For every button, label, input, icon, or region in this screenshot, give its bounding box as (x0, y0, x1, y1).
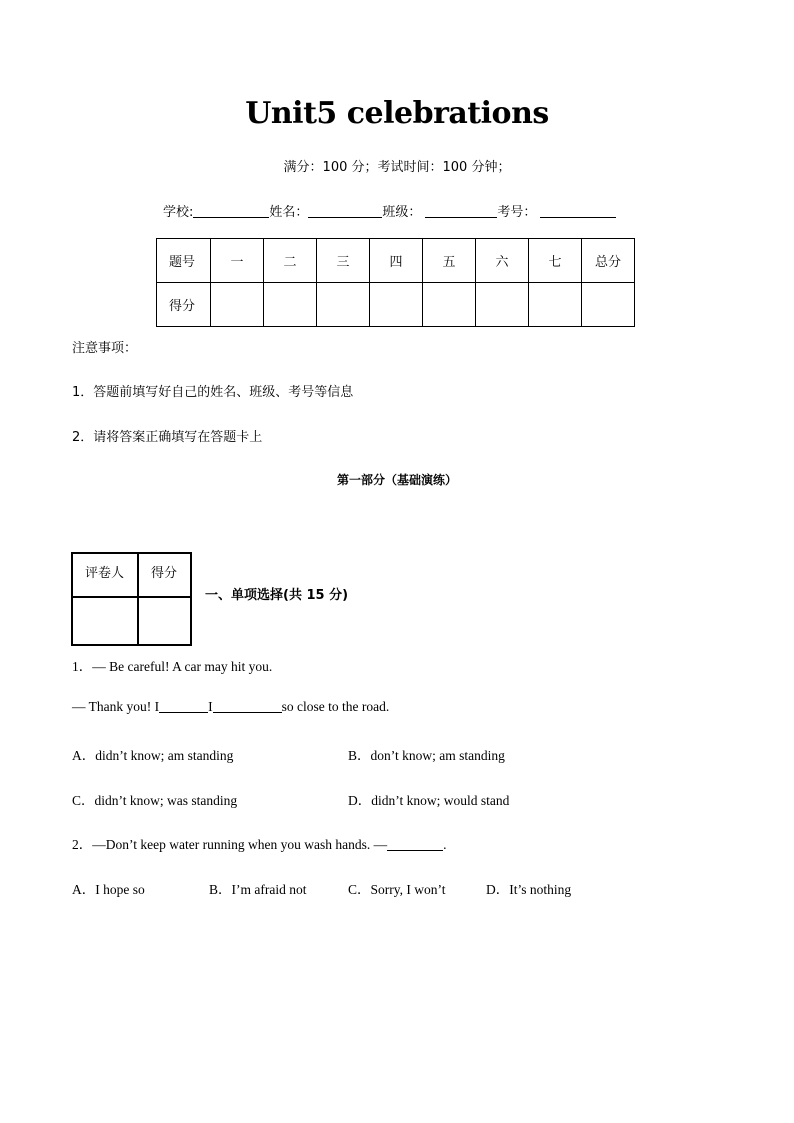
option-c[interactable]: C．didn’t know; was standing (72, 793, 238, 808)
option-c[interactable]: C．Sorry, I won’t (348, 882, 446, 897)
question-2-stem (72, 833, 446, 853)
answer-blank[interactable] (387, 837, 443, 851)
option-a[interactable]: A．didn’t know; am standing (72, 748, 234, 763)
score-table-score-row (157, 283, 635, 327)
school-blank[interactable] (193, 203, 269, 218)
score-cell[interactable] (211, 283, 264, 327)
score-header-cell: 总分 (582, 239, 635, 283)
school-label: 学校: (163, 205, 194, 220)
score-header-cell: 四 (370, 239, 423, 283)
score-cell[interactable] (370, 283, 423, 327)
score-cell[interactable] (476, 283, 529, 327)
part-title: 第一部分（基础演练） (336, 473, 457, 487)
score-header-cell: 五 (423, 239, 476, 283)
option-b[interactable]: B．don’t know; am standing (348, 748, 505, 763)
question-text: 2．—Don’t keep water running when you wash hands. — (72, 837, 388, 852)
exam-info: 满分：100 分；考试时间：100 分钟； (283, 160, 511, 175)
question-1-dialogue (72, 699, 389, 715)
question-1-stem: 1．— Be careful! A car may hit you. (72, 659, 273, 674)
grader-name-cell[interactable] (72, 597, 138, 645)
option-a[interactable]: A．I hope so (72, 882, 145, 897)
score-cell[interactable] (264, 283, 317, 327)
dialogue-text: so close to the road. (281, 699, 390, 714)
score-header-cell: 三 (317, 239, 370, 283)
grader-label: 评卷人 (72, 553, 138, 597)
score-header-cell: 一 (211, 239, 264, 283)
option-b[interactable]: B．I’m afraid not (209, 882, 307, 897)
number-blank[interactable] (540, 203, 616, 218)
name-label: 姓名： (269, 205, 309, 220)
class-label: 班级： (382, 205, 422, 220)
score-header-cell: 七 (529, 239, 582, 283)
score-header-cell: 六 (476, 239, 529, 283)
answer-blank[interactable] (213, 699, 282, 713)
question-text: . (443, 837, 447, 852)
class-blank[interactable] (425, 203, 497, 218)
notes-heading: 注意事项： (72, 341, 138, 356)
dialogue-text: I (208, 699, 213, 714)
option-d[interactable]: D．didn’t know; would stand (348, 793, 510, 808)
number-label: 考号： (497, 205, 537, 220)
question-2-options (72, 878, 722, 898)
score-cell[interactable] (317, 283, 370, 327)
grader-score-label: 得分 (138, 553, 191, 597)
score-cell[interactable] (582, 283, 635, 327)
dialogue-text: — Thank you! I (72, 699, 160, 714)
grader-score-cell[interactable] (138, 597, 191, 645)
score-header-cell: 题号 (157, 239, 211, 283)
note-item: 1．答题前填写好自己的姓名、班级、考号等信息 (72, 385, 354, 400)
score-row-label: 得分 (157, 283, 211, 327)
page-title: Unit5 celebrations (245, 96, 549, 131)
score-table-header-row (157, 239, 635, 283)
name-blank[interactable] (308, 203, 382, 218)
score-cell[interactable] (529, 283, 582, 327)
score-header-cell: 二 (264, 239, 317, 283)
grader-table (71, 552, 192, 646)
answer-blank[interactable] (159, 699, 208, 713)
student-info-line (163, 201, 616, 220)
score-cell[interactable] (423, 283, 476, 327)
score-table (156, 238, 635, 327)
question-1-options-row-2 (72, 789, 722, 809)
note-item: 2．请将答案正确填写在答题卡上 (72, 430, 263, 445)
section-title: 一、单项选择(共 15 分) (205, 588, 349, 603)
option-d[interactable]: D．It’s nothing (486, 882, 572, 897)
question-1-options-row-1 (72, 744, 722, 764)
